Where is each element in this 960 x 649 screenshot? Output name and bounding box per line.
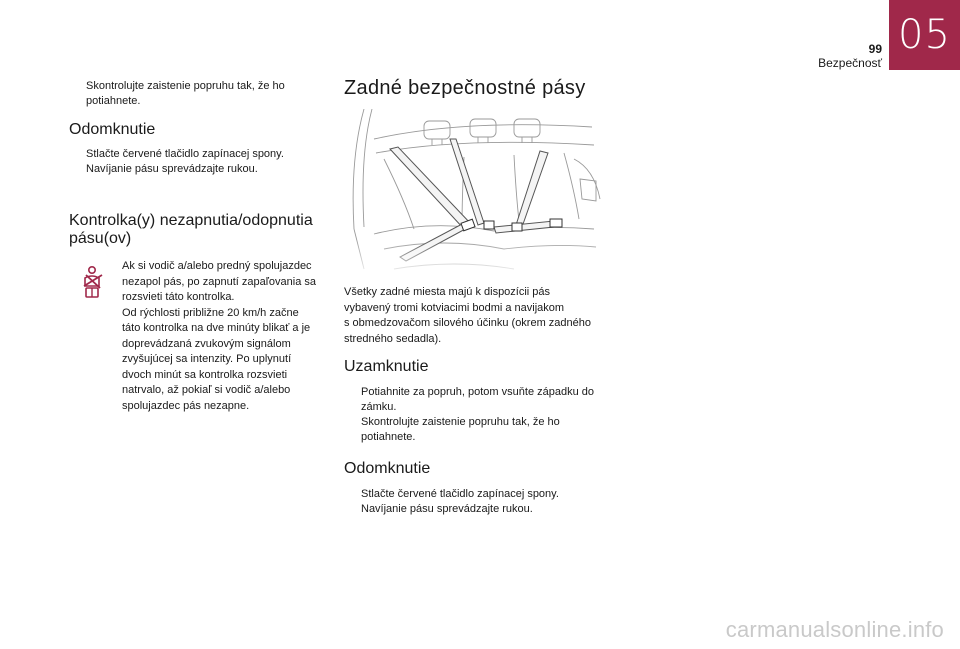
bullet-mark [69,162,86,177]
list-item: Stlačte červené tlačidlo zapínacej spony. [344,487,602,502]
chapter-number: 05 [898,12,951,58]
warning-heading: Kontrolka(y) nezapnutia/odopnutia pásu(ov) [69,212,313,247]
list-item: Potiahnite za popruh, potom vsuňte západku do zámku. [344,385,602,415]
list-item: Skontrolujte zaistenie popruhu tak, že ho potiahnete. [344,415,602,445]
chapter-badge [889,0,960,70]
lock-heading: Uzamknutie [344,358,429,375]
list-item: Skontrolujte zaistenie popruhu tak, že ho potiahnete. [69,79,319,109]
left-unlock-heading: Odomknutie [69,121,156,138]
left-intro [69,79,319,109]
page-number: 99 [868,42,882,56]
warning-text: Ak si vodič a/alebo predný spolujazdec nezapol pás, po zapnutí zapaľovania sa rozsvieti táto kontrolka. Od rýchlosti približne 20 km/h začne táto kontrolka na dve minúty blikať a je doprevádzaná zvukovým signálom zvyšujúcej sa intenzity. Po uplynutí dvoch minút sa kontrolka rozsvieti natrvalo, až pokiaľ si vodič a/alebo spolujazdec pás nezapne. [122,260,317,412]
seatbelt-warning-icon [82,266,104,305]
rear-seat-belts-illustration [344,109,602,284]
page-title: Zadné bezpečnostné pásy [344,77,586,99]
list-item: Navíjanie pásu sprevádzajte rukou. [344,502,602,517]
bullet-mark [344,415,361,445]
right-unlock-list [344,487,602,517]
bullet-mark [344,502,361,517]
lock-list [344,385,602,445]
section-title: Bezpečnosť [818,56,882,70]
watermark: carmanualsonline.info [725,617,944,642]
list-item: Navíjanie pásu sprevádzajte rukou. [69,162,329,177]
left-unlock-list [69,147,329,177]
bullet-mark [344,385,361,415]
bullet-mark [69,147,86,162]
bullet-mark [69,79,86,109]
right-unlock-heading: Odomknutie [344,460,431,477]
rear-belts-description: Všetky zadné miesta majú k dispozícii pás vybavený tromi kotviacimi bodmi a navijakom s obmedzovačom silového účinku (okrem zadného stredného sedadla). [344,286,592,345]
bullet-mark [344,487,361,502]
list-item: Stlačte červené tlačidlo zapínacej spony. [69,147,329,162]
